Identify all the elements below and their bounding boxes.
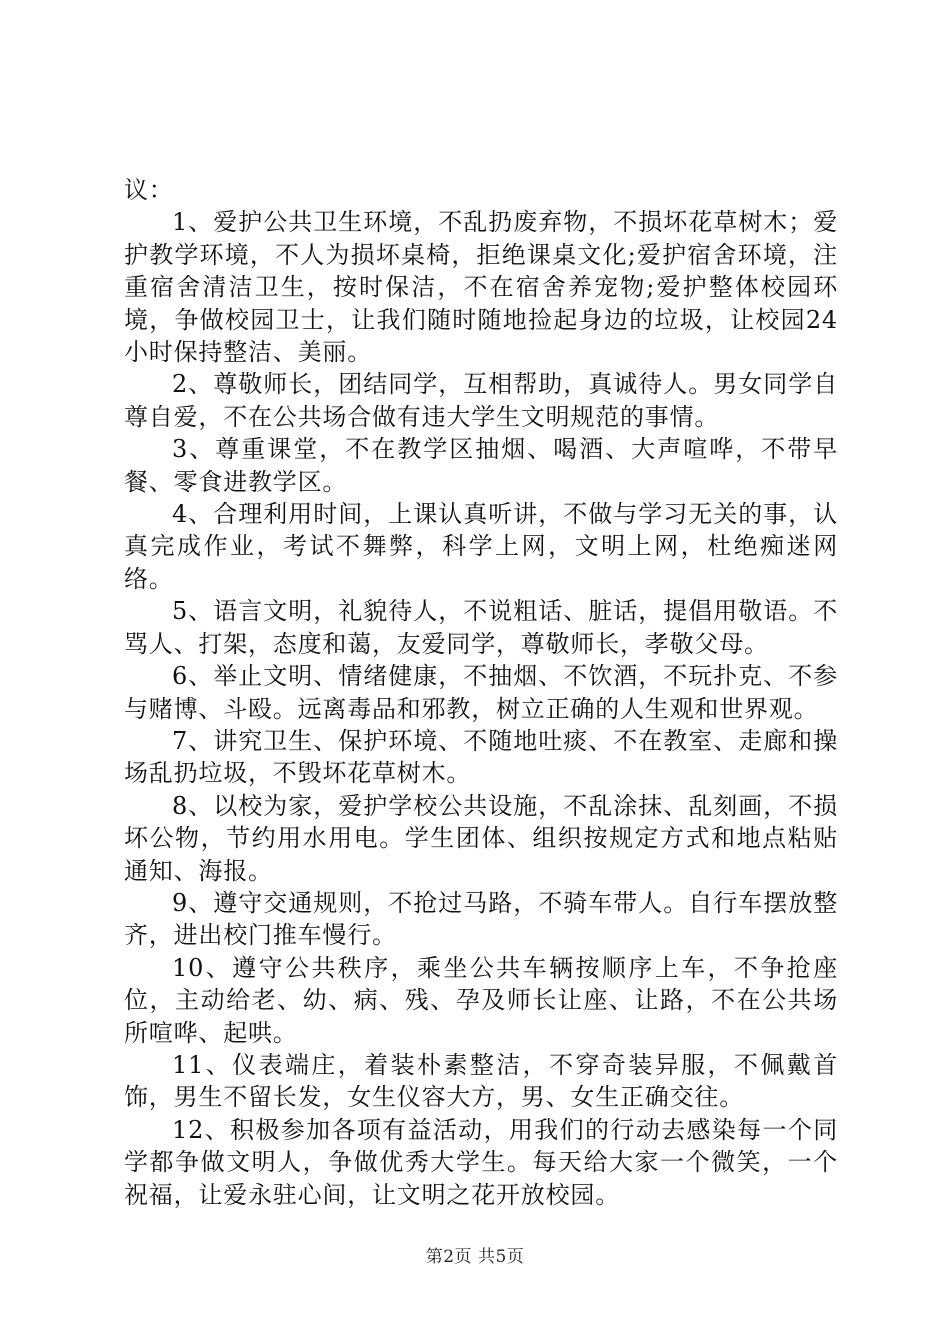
item-6: 6、举止文明、情绪健康，不抽烟、不饮酒，不玩扑克、不参与赌博、斗殴。远离毒品和邪教，树立正确的人生观和世界观。 xyxy=(124,662,838,723)
item-5: 5、语言文明，礼貌待人，不说粗话、脏话，提倡用敬语。不骂人、打架，态度和蔼，友爱同学，尊敬师长，孝敬父母。 xyxy=(124,597,838,658)
page-number-label: 第2页 共5页 xyxy=(425,1247,525,1267)
item-7: 7、讲究卫生、保护环境、不随地吐痰、不在教室、走廊和操场乱扔垃圾，不毁坏花草树木。 xyxy=(124,726,838,788)
item-4: 4、合理利用时间，上课认真听讲，不做与学习无关的事，认真完成作业，考试不舞弊，科学上网，文明上网，杜绝痴迷网络。 xyxy=(124,500,838,593)
document-body xyxy=(124,174,838,1211)
item-3: 3、尊重课堂，不在教学区抽烟、喝酒、大声喧哗，不带早餐、零食进教学区。 xyxy=(124,435,838,496)
item-8: 8、以校为家，爱护学校公共设施，不乱涂抹、乱刻画，不损坏公物，节约用水用电。学生团体、组织按规定方式和地点粘贴通知、海报。 xyxy=(124,791,838,885)
lead-text: 议： xyxy=(124,176,174,204)
item-10: 10、遵守公共秩序，乘坐公共车辆按顺序上车，不争抢座位，主动给老、幼、病、残、孕及师长让座、让路，不在公共场所喧哗、起哄。 xyxy=(124,953,838,1047)
page-footer xyxy=(0,1242,950,1267)
item-2: 2、尊敬师长，团结同学，互相帮助，真诚待人。男女同学自尊自爱，不在公共场合做有违大学生文明规范的事情。 xyxy=(124,370,838,431)
item-11: 11、仪表端庄，着装朴素整洁，不穿奇装异服，不佩戴首饰，男生不留长发，女生仪容大方，男、女生正确交往。 xyxy=(124,1050,838,1112)
item-1: 1、爱护公共卫生环境，不乱扔废弃物，不损坏花草树木；爱护教学环境，不人为损坏桌椅，拒绝课桌文化;爱护宿舍环境，注重宿舍清洁卫生，按时保洁，不在宿舍养宠物;爱护整体校园环境，争做校园卫士，让我们随时随地捡起身边的垃圾，让校园24小时保持整洁、美丽。 xyxy=(124,208,838,367)
item-9: 9、遵守交通规则，不抢过马路，不骑车带人。自行车摆放整齐，进出校门推车慢行。 xyxy=(124,888,838,950)
item-12: 12、积极参加各项有益活动，用我们的行动去感染每一个同学都争做文明人，争做优秀大学生。每天给大家一个微笑，一个祝福，让爱永驻心间，让文明之花开放校园。 xyxy=(124,1115,838,1209)
